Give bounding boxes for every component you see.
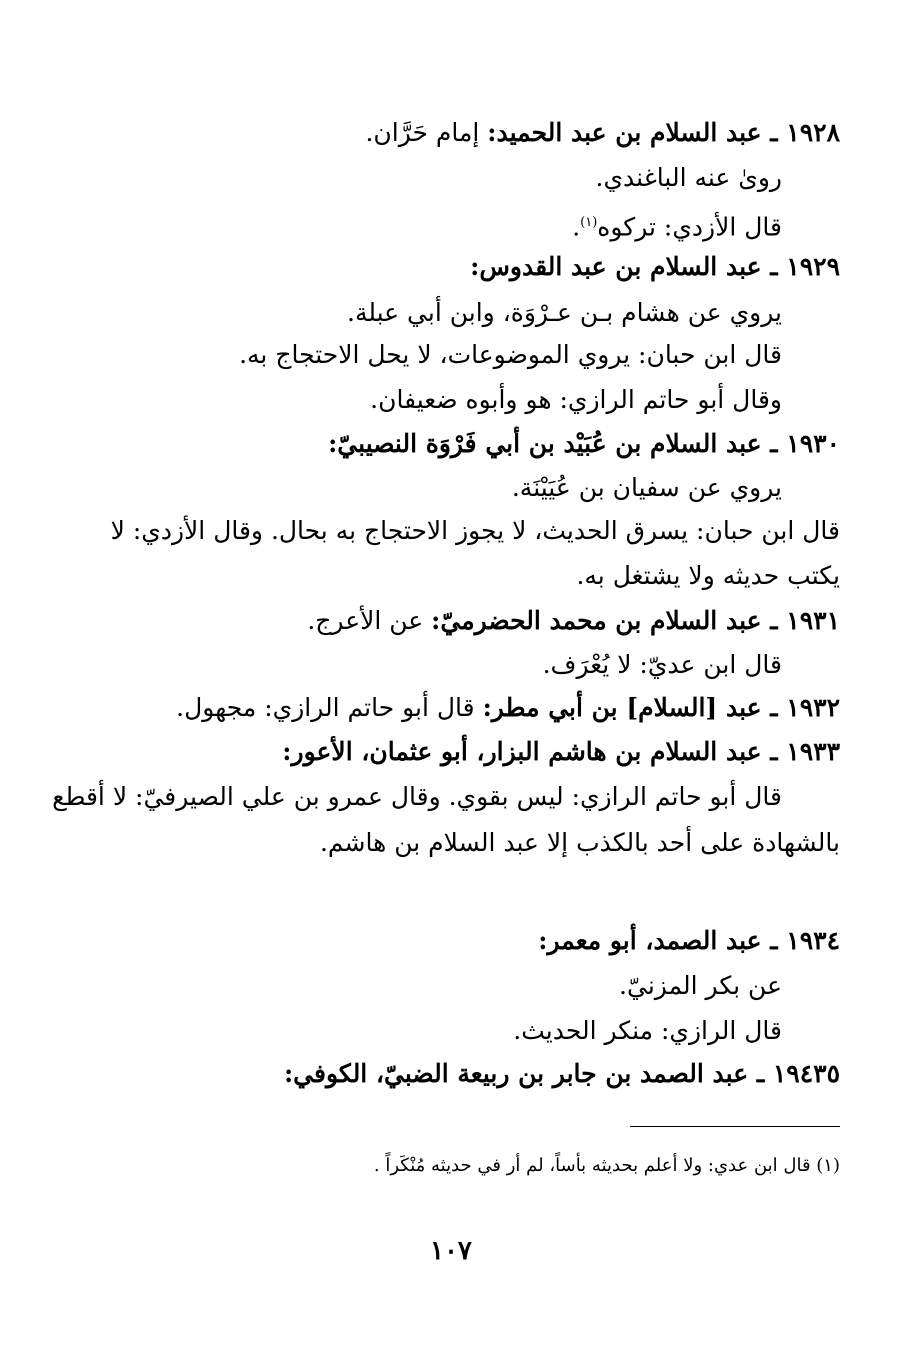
entry-1931-line-1: قال ابن عديّ: لا يُعْرَف. bbox=[542, 650, 782, 679]
entry-1932-heading: ١٩٣٢ ـ عبد [السلام] بن أبي مطر: قال أبو حاتم الرازي: مجهول. bbox=[176, 693, 840, 722]
footnote: (١) قال ابن عدي: ولا أعلم بحديثه بأساً، لم أر في حديثه مُنْكَراً . bbox=[373, 1155, 840, 1176]
entry-1930-line-1: يروي عن سفيان بن عُيَيْنَة. bbox=[511, 473, 782, 502]
entry-1934-line-2: قال الرازي: منكر الحديث. bbox=[513, 1016, 782, 1045]
entry-1928-heading: ١٩٢٨ ـ عبد السلام بن عبد الحميد: إمام حَرَّان. bbox=[365, 118, 840, 147]
entry-1933-heading: ١٩٣٣ ـ عبد السلام بن هاشم البزار، أبو عثمان، الأعور: bbox=[282, 737, 840, 766]
entry-1928-line-1: روىٰ عنه الباغندي. bbox=[595, 163, 782, 192]
footnote-separator bbox=[630, 1126, 840, 1127]
entry-1935-heading: ١٩٤٣٥ ـ عبد الصمد بن جابر بن ربيعة الضبيّ، الكوفي: bbox=[283, 1059, 840, 1088]
entry-1930-line-2: قال ابن حبان: يسرق الحديث، لا يجوز الاحتجاج به بحال. وقال الأزدي: لا bbox=[110, 516, 840, 545]
entry-1933-line-1: قال أبو حاتم الرازي: ليس بقوي. وقال عمرو بن علي الصيرفيّ: لا أقطع bbox=[52, 782, 782, 811]
entry-1931-heading: ١٩٣١ ـ عبد السلام بن محمد الحضرميّ: عن الأعرج. bbox=[307, 606, 840, 635]
entry-1928-line-2: قال الأزدي: تركوه$^{(١)}$. bbox=[572, 212, 782, 242]
entry-1929-heading: ١٩٢٩ ـ عبد السلام بن عبد القدوس: bbox=[470, 252, 840, 281]
entry-1929-line-3: وقال أبو حاتم الرازي: هو وأبوه ضعيفان. bbox=[370, 385, 782, 414]
entry-1930-line-3: يكتب حديثه ولا يشتغل به. bbox=[576, 561, 840, 590]
footnote-marker: (١) bbox=[580, 215, 598, 230]
entry-1929-line-1: يروي عن هشام بـن عـرْوَة، وابن أبي عبلة. bbox=[347, 298, 782, 327]
entry-1933-line-2: بالشهادة على أحد بالكذب إلا عبد السلام بن هاشم. bbox=[319, 828, 840, 857]
entry-1934-line-1: عن بكر المزنيّ. bbox=[619, 971, 782, 1000]
entry-1929-line-2: قال ابن حبان: يروي الموضوعات، لا يحل الاحتجاج به. bbox=[239, 340, 782, 369]
entry-1930-heading: ١٩٣٠ ـ عبد السلام بن عُبَيْد بن أبي فَرْوَة النصيبيّ: bbox=[328, 429, 840, 458]
entry-1934-heading: ١٩٣٤ ـ عبد الصمد، أبو معمر: bbox=[538, 926, 840, 955]
page-number: ١٠٧ bbox=[430, 1236, 472, 1266]
